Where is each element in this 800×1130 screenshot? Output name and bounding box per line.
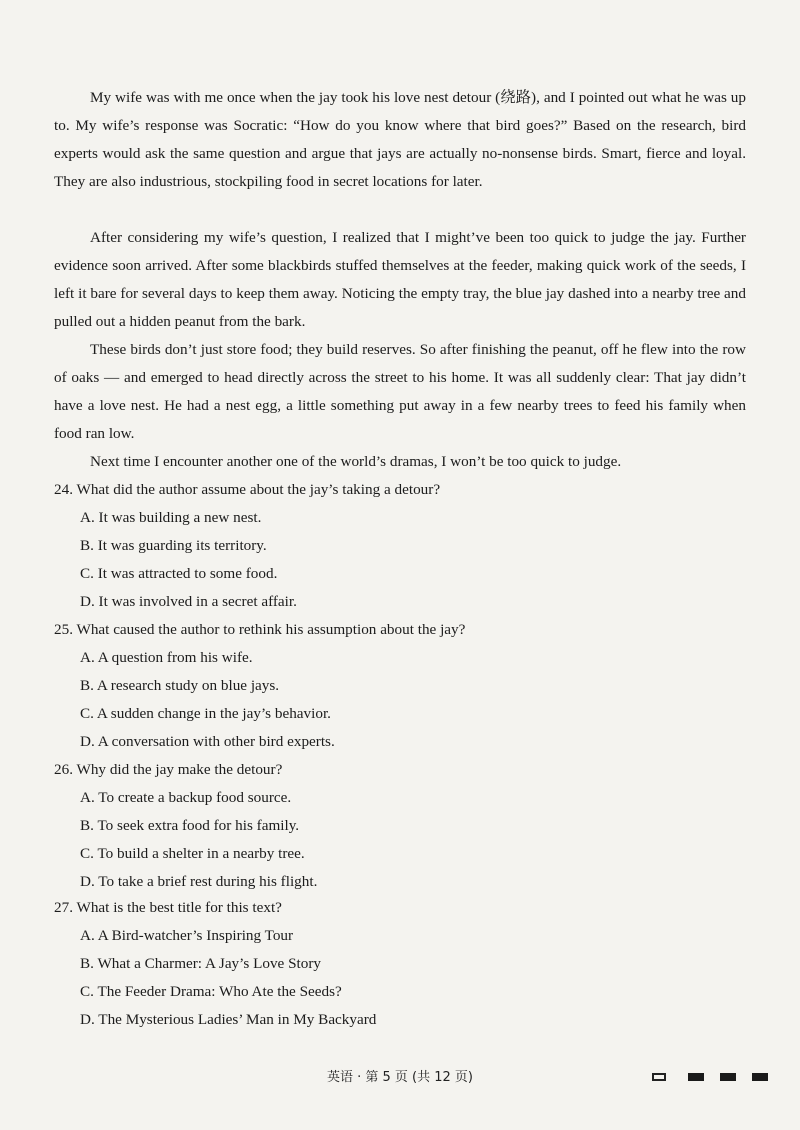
page-marker-filled-icon	[688, 1073, 704, 1081]
answer-option: D. A conversation with other bird experts.	[80, 733, 335, 750]
answer-option: C. It was attracted to some food.	[80, 565, 278, 582]
page-marker-filled-icon	[720, 1073, 736, 1081]
page-marker-filled-icon	[752, 1073, 768, 1081]
answer-option: B. To seek extra food for his family.	[80, 817, 300, 834]
answer-option: D. The Mysterious Ladies’ Man in My Backyard	[80, 1011, 377, 1028]
answer-option: A. To create a backup food source.	[80, 789, 292, 806]
answer-option: C. The Feeder Drama: Who Ate the Seeds?	[80, 983, 342, 1000]
answer-option: B. It was guarding its territory.	[80, 537, 267, 554]
answer-option: A. A question from his wife.	[80, 649, 253, 666]
answer-option: B. What a Charmer: A Jay’s Love Story	[80, 955, 321, 972]
answer-option: A. It was building a new nest.	[80, 509, 262, 526]
passage-paragraph: These birds don’t just store food; they build reserves. So after finishing the peanut, off he flew into the row of oaks — and emerged to head directly across the street to his home. It was all suddenly clear: That jay didn’t have a love nest. He had a nest egg, a little something put away in a few nearby trees to feed his family when food ran low.	[54, 341, 746, 442]
question-stem: 27. What is the best title for this text?	[54, 899, 282, 916]
answer-option: D. It was involved in a secret affair.	[80, 593, 297, 610]
question-24	[54, 476, 754, 616]
page-footer	[0, 1064, 800, 1092]
page-number-label: 英语 · 第 5 页 (共 12 页)	[326, 1070, 473, 1085]
question-26	[54, 756, 754, 896]
answer-option: C. A sudden change in the jay’s behavior.	[80, 705, 331, 722]
answer-option: A. A Bird-watcher’s Inspiring Tour	[80, 927, 294, 944]
page-marker-hollow-icon	[652, 1073, 666, 1081]
question-25	[54, 616, 754, 756]
question-stem: 24. What did the author assume about the jay’s taking a detour?	[54, 481, 441, 498]
question-27	[54, 894, 754, 1034]
passage-paragraph: After considering my wife’s question, I realized that I might’ve been too quick to judge the jay. Further evidence soon arrived. After some blackbirds stuffed themselves at the feeder, making quick work of the seeds, I left it bare for several days to keep them away. Noticing the empty tray, the blue jay dashed into a nearby tree and pulled out a hidden peanut from the bark.	[54, 229, 746, 330]
passage-paragraph: My wife was with me once when the jay took his love nest detour (绕路), and I pointed out what he was up to. My wife’s response was Socratic: “How do you know where that bird goes?” Based on the research, bird experts would ask the same question and argue that jays are actually no-nonsense birds. Smart, fierce and loyal. They are also industrious, stockpiling food in secret locations for later.	[54, 89, 746, 190]
answer-option: D. To take a brief rest during his flight.	[80, 873, 318, 890]
answer-option: C. To build a shelter in a nearby tree.	[80, 845, 305, 862]
passage-paragraph: Next time I encounter another one of the world’s dramas, I won’t be too quick to judge.	[90, 453, 622, 470]
question-stem: 25. What caused the author to rethink his assumption about the jay?	[54, 621, 466, 638]
question-stem: 26. Why did the jay make the detour?	[54, 761, 283, 778]
answer-option: B. A research study on blue jays.	[80, 677, 280, 694]
